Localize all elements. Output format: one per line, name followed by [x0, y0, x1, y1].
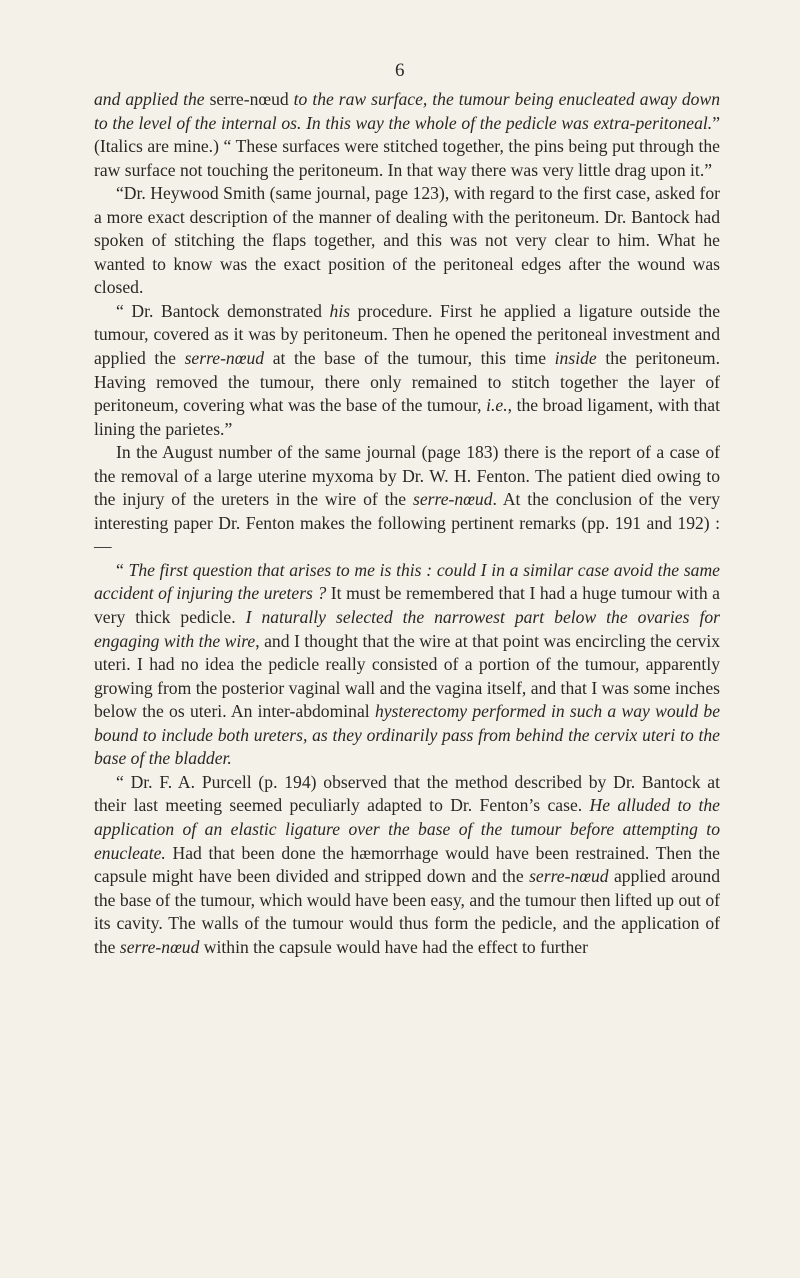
text-segment: serre-nœud — [184, 348, 265, 369]
text-segment: “Dr. Heywood Smith (same journal, page 123), with regard to the first case, asked for a more exact description of the manner of dealing with the peritoneum. Dr. Bantock had spoken of stitching the flaps together, and this was not very clear to him. What he wanted to know was the exact position of the peritoneal edges after the wound was closed. — [94, 183, 720, 298]
paragraph-5 — [94, 559, 720, 771]
text-segment: within the capsule would have had the effect to further — [199, 936, 588, 957]
paragraph-6 — [94, 771, 720, 959]
paragraph-2 — [94, 182, 720, 300]
text-segment: serre-nœud — [119, 936, 200, 957]
text-segment: . At the conclusion of the very interesting paper Dr. Fenton makes the following pertinent remarks (pp. 191 and 192) :— — [94, 489, 720, 557]
text-segment: his — [329, 300, 351, 321]
text-segment: hysterectomy performed in such a way would be bound to include both ureters, as they ordinarily pass from behind the cervix uteri to the base of the bladder. — [94, 701, 720, 769]
text-segment: , the broad ligament, with that lining the parietes.” — [94, 395, 720, 439]
text-segment: at the base of the tumour, this time — [264, 348, 555, 369]
text-segment: applied around the base of the tumour, which would have been easy, and the tumour then lifted up out of its cavity. The walls of the tumour would thus form the pedicle, and the application of the — [94, 866, 720, 957]
text-segment: “ — [116, 559, 129, 580]
text-segment: to the raw surface, the tumour being enucleated away down to the level of the internal os. In this way the whole of the pedicle was extra-peritoneal. — [94, 89, 720, 133]
text-segment: ” (Italics are mine.) “ These surfaces were stitched together, the pins being put through the raw surface not touching the peritoneum. In that way there was very little drag upon it.” — [94, 112, 720, 180]
body-text — [94, 88, 720, 959]
text-segment: and applied the — [94, 89, 210, 109]
text-segment: It must be remembered that I had a huge tumour with a very thick pedicle. — [94, 583, 720, 628]
text-segment: i.e. — [486, 395, 508, 416]
text-segment: In the August number of the same journal (page 183) there is the report of a case of the removal of a large uterine myxoma by Dr. W. H. Fenton. The patient died owing to the injury of the ureters in the wire of the — [94, 442, 720, 510]
text-segment: The first question that arises to me is this : could I in a similar case avoid the same accident of injuring the ureters ? — [94, 559, 720, 604]
text-segment: He alluded to the application of an elastic ligature over the base of the tumour before attempting to enucleate. — [94, 795, 720, 863]
text-segment: inside — [554, 348, 597, 369]
text-segment: the peritoneum. Having removed the tumour, there only remained to stitch together the layer of peritoneum, covering what was the base of the tumour, — [94, 348, 720, 416]
text-segment: procedure. First he applied a ligature outside the tumour, covered as it was by peritoneum. Then he opened the peritoneal investment and applied the — [94, 300, 720, 369]
paragraph-4 — [94, 441, 720, 559]
page-number: 6 — [395, 60, 405, 81]
text-segment: Had that been done the hæmorrhage would have been restrained. Then the capsule might have been divided and stripped down and the — [94, 842, 720, 887]
text-segment: serre-nœud — [413, 489, 493, 510]
text-segment: serre-nœud — [529, 866, 609, 887]
paragraph-3 — [94, 300, 720, 441]
text-segment: , and I thought that the wire at that point was encircling the cervix uteri. I had no idea the pedicle really consisted of a portion of the tumour, apparently growing from the posterior vaginal wall and the vagina itself, and that I was some inches below the os uteri. An inter-abdominal — [94, 630, 720, 722]
text-segment: “ Dr. Bantock demonstrated — [116, 300, 330, 321]
paragraph-1 — [94, 88, 720, 182]
text-segment: serre-nœud — [209, 89, 289, 109]
text-segment: “ Dr. F. A. Purcell (p. 194) observed that the method described by Dr. Bantock at their last meeting seemed peculiarly adapted to Dr. Fenton’s case. — [94, 771, 720, 816]
text-segment: I naturally selected the narrowest part below the ovaries for engaging with the wire — [94, 607, 720, 651]
